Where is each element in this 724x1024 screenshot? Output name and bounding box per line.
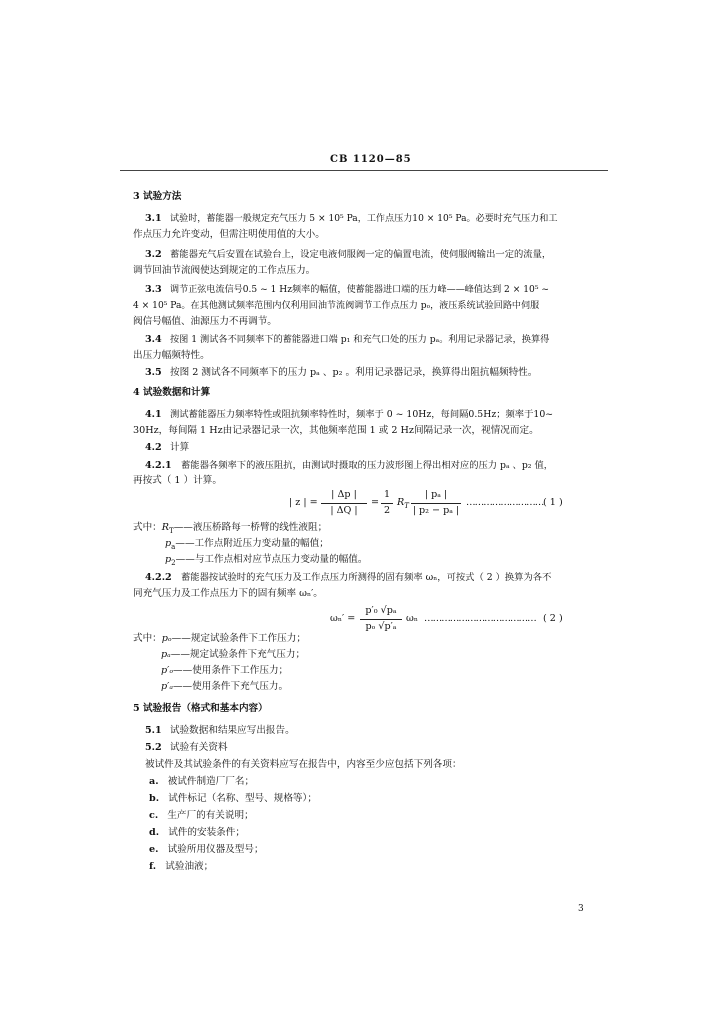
eq1-numerator-2: 1 — [383, 489, 391, 500]
list-item-text: 试验油液； — [165, 861, 214, 872]
clause-3-3-line-2: 4 × 10⁵ Pa。在其他测试频率范围内仅利用回油节流阀调节工作点压力 pₒ，液压系统试验回路中伺服 — [133, 301, 540, 311]
clause-3-3-line-3: 阀信号幅值、油源压力不再调节。 — [133, 316, 277, 327]
where-symbol: pₐ — [161, 649, 171, 660]
list-item — [149, 843, 264, 857]
clause-3-2-number: 3.2 — [145, 249, 162, 260]
list-item — [149, 860, 213, 874]
clause-3-2-line-1: 蓄能器充气后安置在试验台上，设定电液伺服阀一定的偏置电流，使伺服阀输出一定的流量， — [170, 249, 552, 260]
clause-4-2-1-line-1: 蓄能器各频率下的液压阻抗，由测试时摄取的压力波形图上得出相对应的压力 pₐ 、p₂ 值， — [181, 460, 554, 471]
eq1-lhs: | z | = — [289, 497, 318, 508]
clause-4-1-line-1: 测试蓄能器压力频率特性或阻抗频率特性时，频率于 0 ~ 10Hz，每间隔0.5Hz；频率于10~ — [170, 409, 554, 420]
clause-3-4-number: 3.4 — [145, 334, 162, 345]
eq1-denominator-3: | p₂ − pₐ | — [412, 505, 460, 516]
eq1-where-row-2 — [165, 537, 329, 554]
where-description: ——工作点附近压力变动量的幅值； — [175, 538, 329, 549]
eq1-where-row-3 — [165, 553, 368, 570]
eq2-denominator: pₒ √p′ₐ — [365, 621, 397, 632]
eq2-rhs: ωₙ — [406, 613, 418, 624]
eq2-label: ( 2 ) — [543, 613, 563, 624]
where-description: ——规定试验条件下充气压力； — [170, 649, 306, 660]
where-symbol: p — [165, 554, 172, 565]
clause-3-2-line-2: 调节回油节流阀使达到规定的工作点压力。 — [133, 265, 316, 276]
section-4-heading: 4 试验数据和计算 — [133, 387, 211, 398]
eq2-numerator: p′₀ √pₐ — [365, 605, 397, 616]
where-subscript: a — [171, 542, 176, 551]
clause-5-1-text: 试验数据和结果应写出报告。 — [170, 725, 295, 736]
clause-3-5-text: 按图 2 测试各不同频率下的压力 pₐ 、p₂ 。利用记录器记录，换算得出阻抗幅频特性。 — [170, 367, 538, 378]
list-item-label: e. — [149, 844, 159, 855]
list-item-text: 试件的安装条件； — [168, 827, 245, 838]
eq1-numerator-1: | Δp | — [331, 489, 357, 500]
list-item-text: 试件标记（名称、型号、规格等）； — [168, 793, 317, 804]
eq1-where-row-1 — [133, 521, 327, 538]
clause-5-2-intro: 被试件及其试验条件的有关资料应写在报告中，内容至少应包括下列各项： — [145, 759, 462, 770]
eq1-numerator-3: | pₐ | — [424, 489, 448, 500]
clause-5-1-number: 5.1 — [145, 725, 162, 736]
clause-4-2-2-line-1: 蓄能器按试验时的充气压力及工作点压力所测得的固有频率 ωₙ，可按式（ 2 ）换算为各不 — [181, 572, 552, 583]
eq2-lhs: ωₙ′ = — [330, 613, 356, 624]
clause-3-3-number: 3.3 — [145, 284, 162, 295]
list-item-label: f. — [149, 861, 157, 872]
where-prefix: 式中： — [133, 522, 162, 533]
clause-3-4-line-2: 出压力幅频特性。 — [133, 350, 210, 361]
clause-4-2-2-line-2: 同充气压力及工作点压力下的固有频率 ωₙ′。 — [133, 588, 323, 599]
eq1-denominator-2: 2 — [383, 505, 391, 516]
section-5-heading: 5 试验报告（格式和基本内容） — [133, 703, 268, 714]
list-item-text: 被试件制造厂厂名； — [167, 776, 255, 787]
clause-4-2-2-number: 4.2.2 — [145, 572, 172, 583]
clause-4-1-line-2: 30Hz，每间隔 1 Hz由记录器记录一次，其他频率范围 1 或 2 Hz间隔记录一次，视情况而定。 — [133, 425, 539, 436]
clause-3-3-line-1: 调节正弦电流信号0.5 ~ 1 Hz频率的幅值，使蓄能器进口端的压力峰——峰值达到 2 × 10⁵ ~ — [170, 285, 549, 295]
header-rule — [120, 170, 608, 171]
list-item-text: 生产厂的有关说明； — [167, 810, 254, 821]
eq1-r-symbol: R — [397, 497, 405, 508]
list-item — [149, 792, 317, 806]
section-3-heading: 3 试验方法 — [133, 191, 182, 202]
eq2-where-row-1 — [133, 632, 306, 646]
page-number: 3 — [578, 904, 584, 914]
list-item — [149, 775, 254, 789]
list-item-text: 试验所用仪器及型号； — [167, 844, 264, 855]
where-symbol: p′ₐ — [161, 681, 173, 692]
where-subscript: 2 — [171, 558, 176, 567]
eq1-equals: = — [371, 497, 380, 508]
list-item-label: b. — [149, 793, 160, 804]
clause-3-1-line-2: 作点压力允许变动，但需注明使用值的大小。 — [133, 229, 325, 240]
eq1-denominator-1: | ΔQ | — [330, 505, 358, 516]
where-symbol: p — [165, 538, 172, 549]
clause-4-1-number: 4.1 — [145, 409, 162, 420]
list-item-label: d. — [149, 827, 160, 838]
clause-4-2-title: 计算 — [170, 442, 190, 453]
document-code: CB 1120—85 — [330, 154, 412, 165]
where-description: ——使用条件下工作压力； — [173, 665, 289, 676]
eq2-leader-dots: ………………………………… — [424, 613, 536, 624]
clause-3-1-number: 3.1 — [145, 213, 162, 224]
eq1-label: ( 1 ) — [543, 497, 563, 508]
where-description: ——使用条件下充气压力。 — [172, 681, 289, 692]
clause-5-2-number: 5.2 — [145, 742, 162, 753]
eq2-where-row-2 — [161, 648, 305, 662]
clause-3-5-number: 3.5 — [145, 367, 162, 378]
where-prefix: 式中： — [133, 633, 162, 644]
where-subscript: T — [169, 526, 174, 535]
list-item — [149, 826, 245, 840]
eq1-resistance-term — [397, 496, 409, 513]
list-item — [149, 809, 254, 823]
where-description: ——与工作点相对应节点压力变动量的幅值。 — [175, 554, 368, 565]
eq2-where-row-4 — [161, 680, 288, 694]
clause-4-2-1-line-2: 再按式（ 1 ）计算。 — [133, 475, 222, 486]
list-item-label: c. — [149, 810, 159, 821]
list-item-label: a. — [149, 776, 159, 787]
where-description: ——液压桥路每一桥臂的线性液阻； — [173, 522, 328, 533]
clause-3-1-line-1: 试验时，蓄能器一般规定充气压力 5 × 10⁵ Pa，工作点压力10 × 10⁵ Pa。必要时充气压力和工 — [170, 214, 558, 224]
clause-3-4-line-1: 按图 1 测试各不同频率下的蓄能器进口端 p₁ 和充气口处的压力 pₐ。利用记录器记录，换算得 — [170, 334, 550, 345]
clause-5-2-title: 试验有关资料 — [170, 742, 228, 753]
eq1-leader-dots: ……………………… — [466, 497, 544, 508]
eq1-r-subscript: T — [404, 501, 409, 510]
clause-4-2-1-number: 4.2.1 — [145, 460, 172, 471]
eq2-where-row-3 — [161, 664, 288, 678]
clause-4-2-number: 4.2 — [145, 442, 162, 453]
where-symbol: R — [161, 522, 170, 533]
where-symbol: p′ₒ — [161, 665, 174, 676]
where-description: ——规定试验条件下工作压力； — [171, 633, 306, 644]
where-symbol: pₒ — [161, 633, 172, 644]
